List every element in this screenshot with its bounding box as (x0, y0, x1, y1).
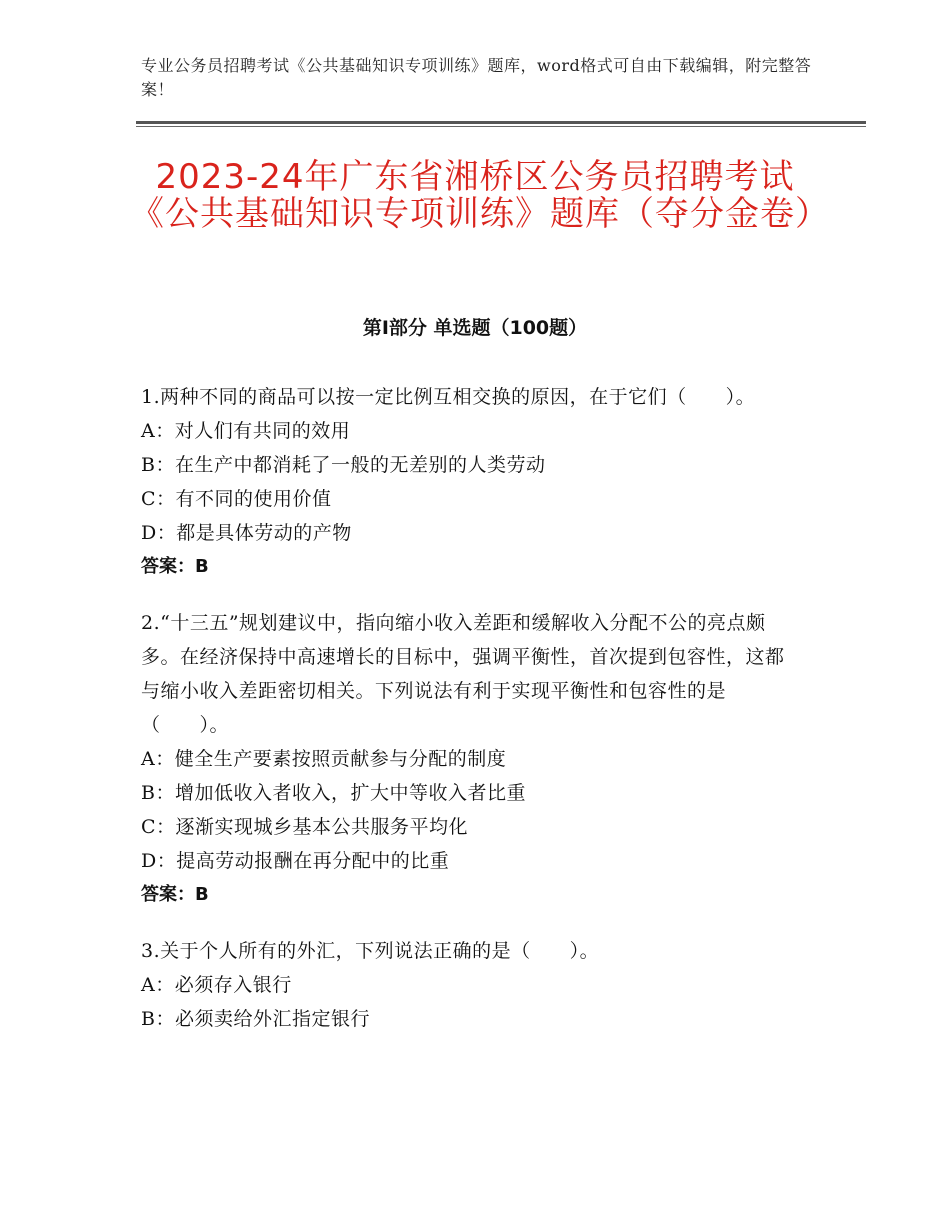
header-rule-thin (136, 126, 866, 127)
option-b: B：增加低收入者收入，扩大中等收入者比重 (141, 782, 526, 804)
header-rule-thick (136, 121, 866, 124)
option-d: D：提高劳动报酬在再分配中的比重 (141, 850, 450, 872)
section-title: 第Ⅰ部分 单选题（100题） (362, 317, 588, 339)
option-a: A：必须存入银行 (141, 974, 292, 996)
answer-line: 答案：B (141, 556, 209, 577)
question-stem: 3.关于个人所有的外汇，下列说法正确的是（ ）。 (141, 940, 600, 962)
option-a: A：健全生产要素按照贡献参与分配的制度 (141, 748, 507, 770)
option-b: B：在生产中都消耗了一般的无差别的人类劳动 (141, 454, 546, 476)
document-title: 2023-24年广东省湘桥区公务员招聘考试《公共基础知识专项训练》题库（夺分金卷） (130, 157, 830, 234)
question-2 (141, 606, 796, 912)
option-b: B：必须卖给外汇指定银行 (141, 1008, 370, 1030)
answer-line: 答案：B (141, 884, 209, 905)
question-stem: 2.“十三五”规划建议中，指向缩小收入差距和缓解收入分配不公的亮点颇多。在经济保持中高速增长的目标中，强调平衡性，首次提到包容性，这都与缩小收入差距密切相关。下列说法有利于实现平衡性和包容性的是（ ）。 (141, 612, 785, 736)
option-d: D：都是具体劳动的产物 (141, 522, 352, 544)
question-3 (141, 934, 796, 1036)
option-c: C：有不同的使用价值 (141, 488, 332, 510)
question-list (141, 380, 796, 1058)
header-note: 专业公务员招聘考试《公共基础知识专项训练》题库，word格式可自由下载编辑，附完整答案！ (141, 56, 812, 99)
question-stem: 1.两种不同的商品可以按一定比例互相交换的原因，在于它们（ ）。 (141, 386, 756, 408)
option-a: A：对人们有共同的效用 (141, 420, 351, 442)
question-1 (141, 380, 796, 584)
option-c: C：逐渐实现城乡基本公共服务平均化 (141, 816, 469, 838)
